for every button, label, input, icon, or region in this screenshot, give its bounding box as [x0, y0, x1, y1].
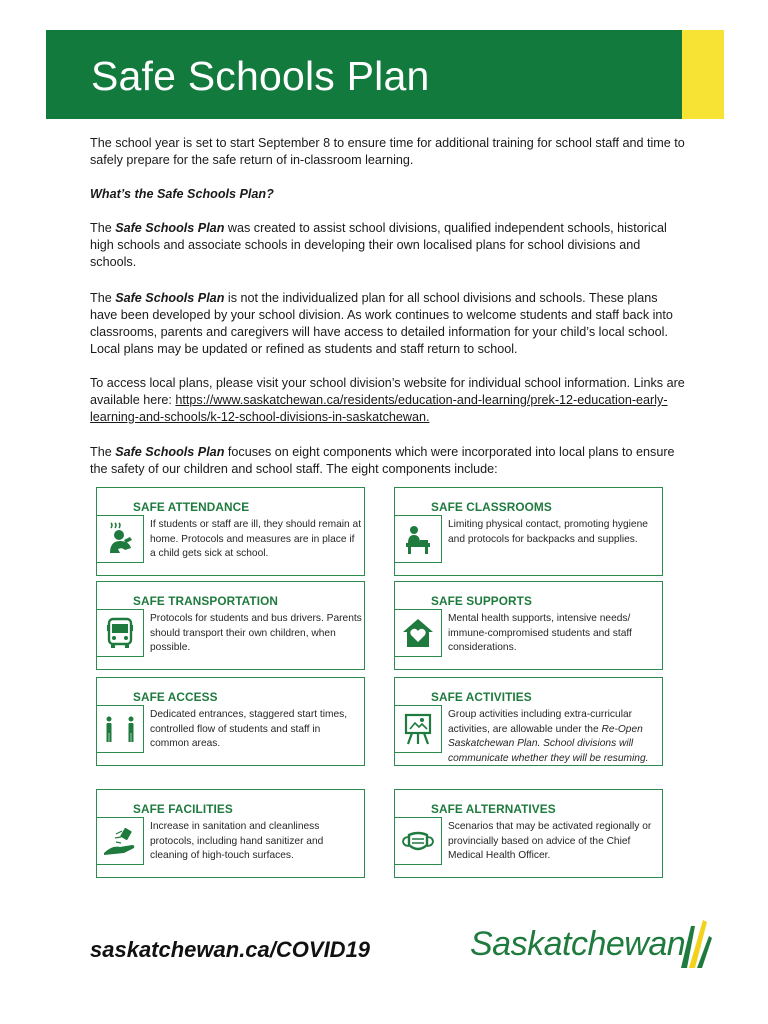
component-card-access [96, 677, 365, 766]
plan-name-emphasis: Safe Schools Plan [115, 221, 225, 235]
covid-website-link[interactable]: saskatchewan.ca/COVID19 [90, 937, 371, 962]
text-rest: focuses on eight components which were incorporated into local plans to ensure the safety of our children and school staff. The eight components include: [90, 445, 675, 476]
card-title: SAFE ALTERNATIVES [431, 802, 556, 816]
card-title: SAFE TRANSPORTATION [133, 594, 278, 608]
text-rest: was created to assist school divisions, qualified independent schools, historical high schools and associate schools in developing their own localised plans for school divisions and schools. [90, 221, 667, 269]
card-description: Dedicated entrances, staggered start times, controlled flow of students and staff in common areas. [150, 709, 348, 750]
logo-wordmark: Saskatchewan [470, 925, 686, 963]
access-paragraph [90, 375, 685, 426]
card-title: SAFE CLASSROOMS [431, 500, 552, 514]
plan-name-emphasis: Safe Schools Plan [115, 445, 225, 459]
home-heart-icon [394, 609, 442, 657]
component-card-facilities [96, 789, 365, 878]
component-card-attendance [96, 487, 365, 576]
intro-paragraph: The school year is set to start September 8 to ensure time for additional training for school staff and time to safely prepare for the safe return of in-classroom learning. [90, 136, 685, 167]
purpose-paragraph [90, 220, 685, 271]
card-title: SAFE SUPPORTS [431, 594, 532, 608]
easel-icon [394, 705, 442, 753]
description-text: Group activities including extra-curricular activities, are allowable under the [448, 709, 633, 735]
school-divisions-link[interactable]: https://www.saskatchewan.ca/residents/education-and-learning/prek-12-education-early-learning-and-schools/k-12-school-divisions-in-saskatchewan. [90, 393, 668, 424]
component-card-classrooms [394, 487, 663, 576]
bus-icon [96, 609, 144, 657]
sanitizer-hand-icon [96, 817, 144, 865]
component-card-transportation [96, 581, 365, 670]
text-lead: The [90, 291, 116, 305]
text-lead: The [90, 221, 116, 235]
header-accent-stripe [682, 30, 724, 119]
card-description: Limiting physical contact, promoting hygiene and protocols for backpacks and supplies. [448, 519, 648, 545]
text-lead: To access local plans, please visit your school division’s website for individual school information. Links are available here: [90, 376, 685, 407]
text-rest: is not the individualized plan for all school divisions and schools. These plans have been developed by your school division. As work continues to welcome students and staff back into classrooms, parents and caregivers will have access to detailed information for your child’s local school. Local plans may be updated or refined as students and staff return to school. [90, 291, 673, 356]
card-description: Increase in sanitation and cleanliness protocols, including hand sanitizer and cleaning of high-touch surfaces. [150, 821, 324, 862]
card-description: Mental health supports, intensive needs/ immune-compromised students and staff considerations. [448, 613, 632, 654]
card-description: Protocols for students and bus drivers. Parents should transport their own children, when possible. [150, 613, 362, 654]
component-card-alternatives [394, 789, 663, 878]
page-title: Safe Schools Plan [91, 53, 430, 99]
card-title: SAFE FACILITIES [133, 802, 233, 816]
card-title: SAFE ATTENDANCE [133, 500, 250, 514]
card-title: SAFE ACTIVITIES [431, 690, 532, 704]
card-description: Scenarios that may be activated regionally or provincially based on advice of the Chief Medical Health Officer. [448, 821, 652, 862]
plan-name-emphasis: Safe Schools Plan [115, 291, 225, 305]
components-intro-paragraph [90, 444, 685, 478]
wheat-sheaf-icon [675, 918, 715, 970]
face-mask-icon [394, 817, 442, 865]
component-card-activities [394, 677, 663, 766]
sick-person-icon [96, 515, 144, 563]
card-description [448, 708, 660, 766]
component-card-supports [394, 581, 663, 670]
student-desk-icon [394, 515, 442, 563]
card-description: If students or staff are ill, they should remain at home. Protocols and measures are in place if a child gets sick at school. [150, 519, 362, 560]
section-question: What’s the Safe Schools Plan? [90, 187, 274, 201]
distanced-people-icon [96, 705, 144, 753]
text-lead: The [90, 445, 116, 459]
local-plans-paragraph [90, 290, 685, 358]
card-title: SAFE ACCESS [133, 690, 218, 704]
description-italic-text: Re-Open Saskatchewan Plan. School divisions will communicate whether they will be resuming. [448, 723, 649, 764]
